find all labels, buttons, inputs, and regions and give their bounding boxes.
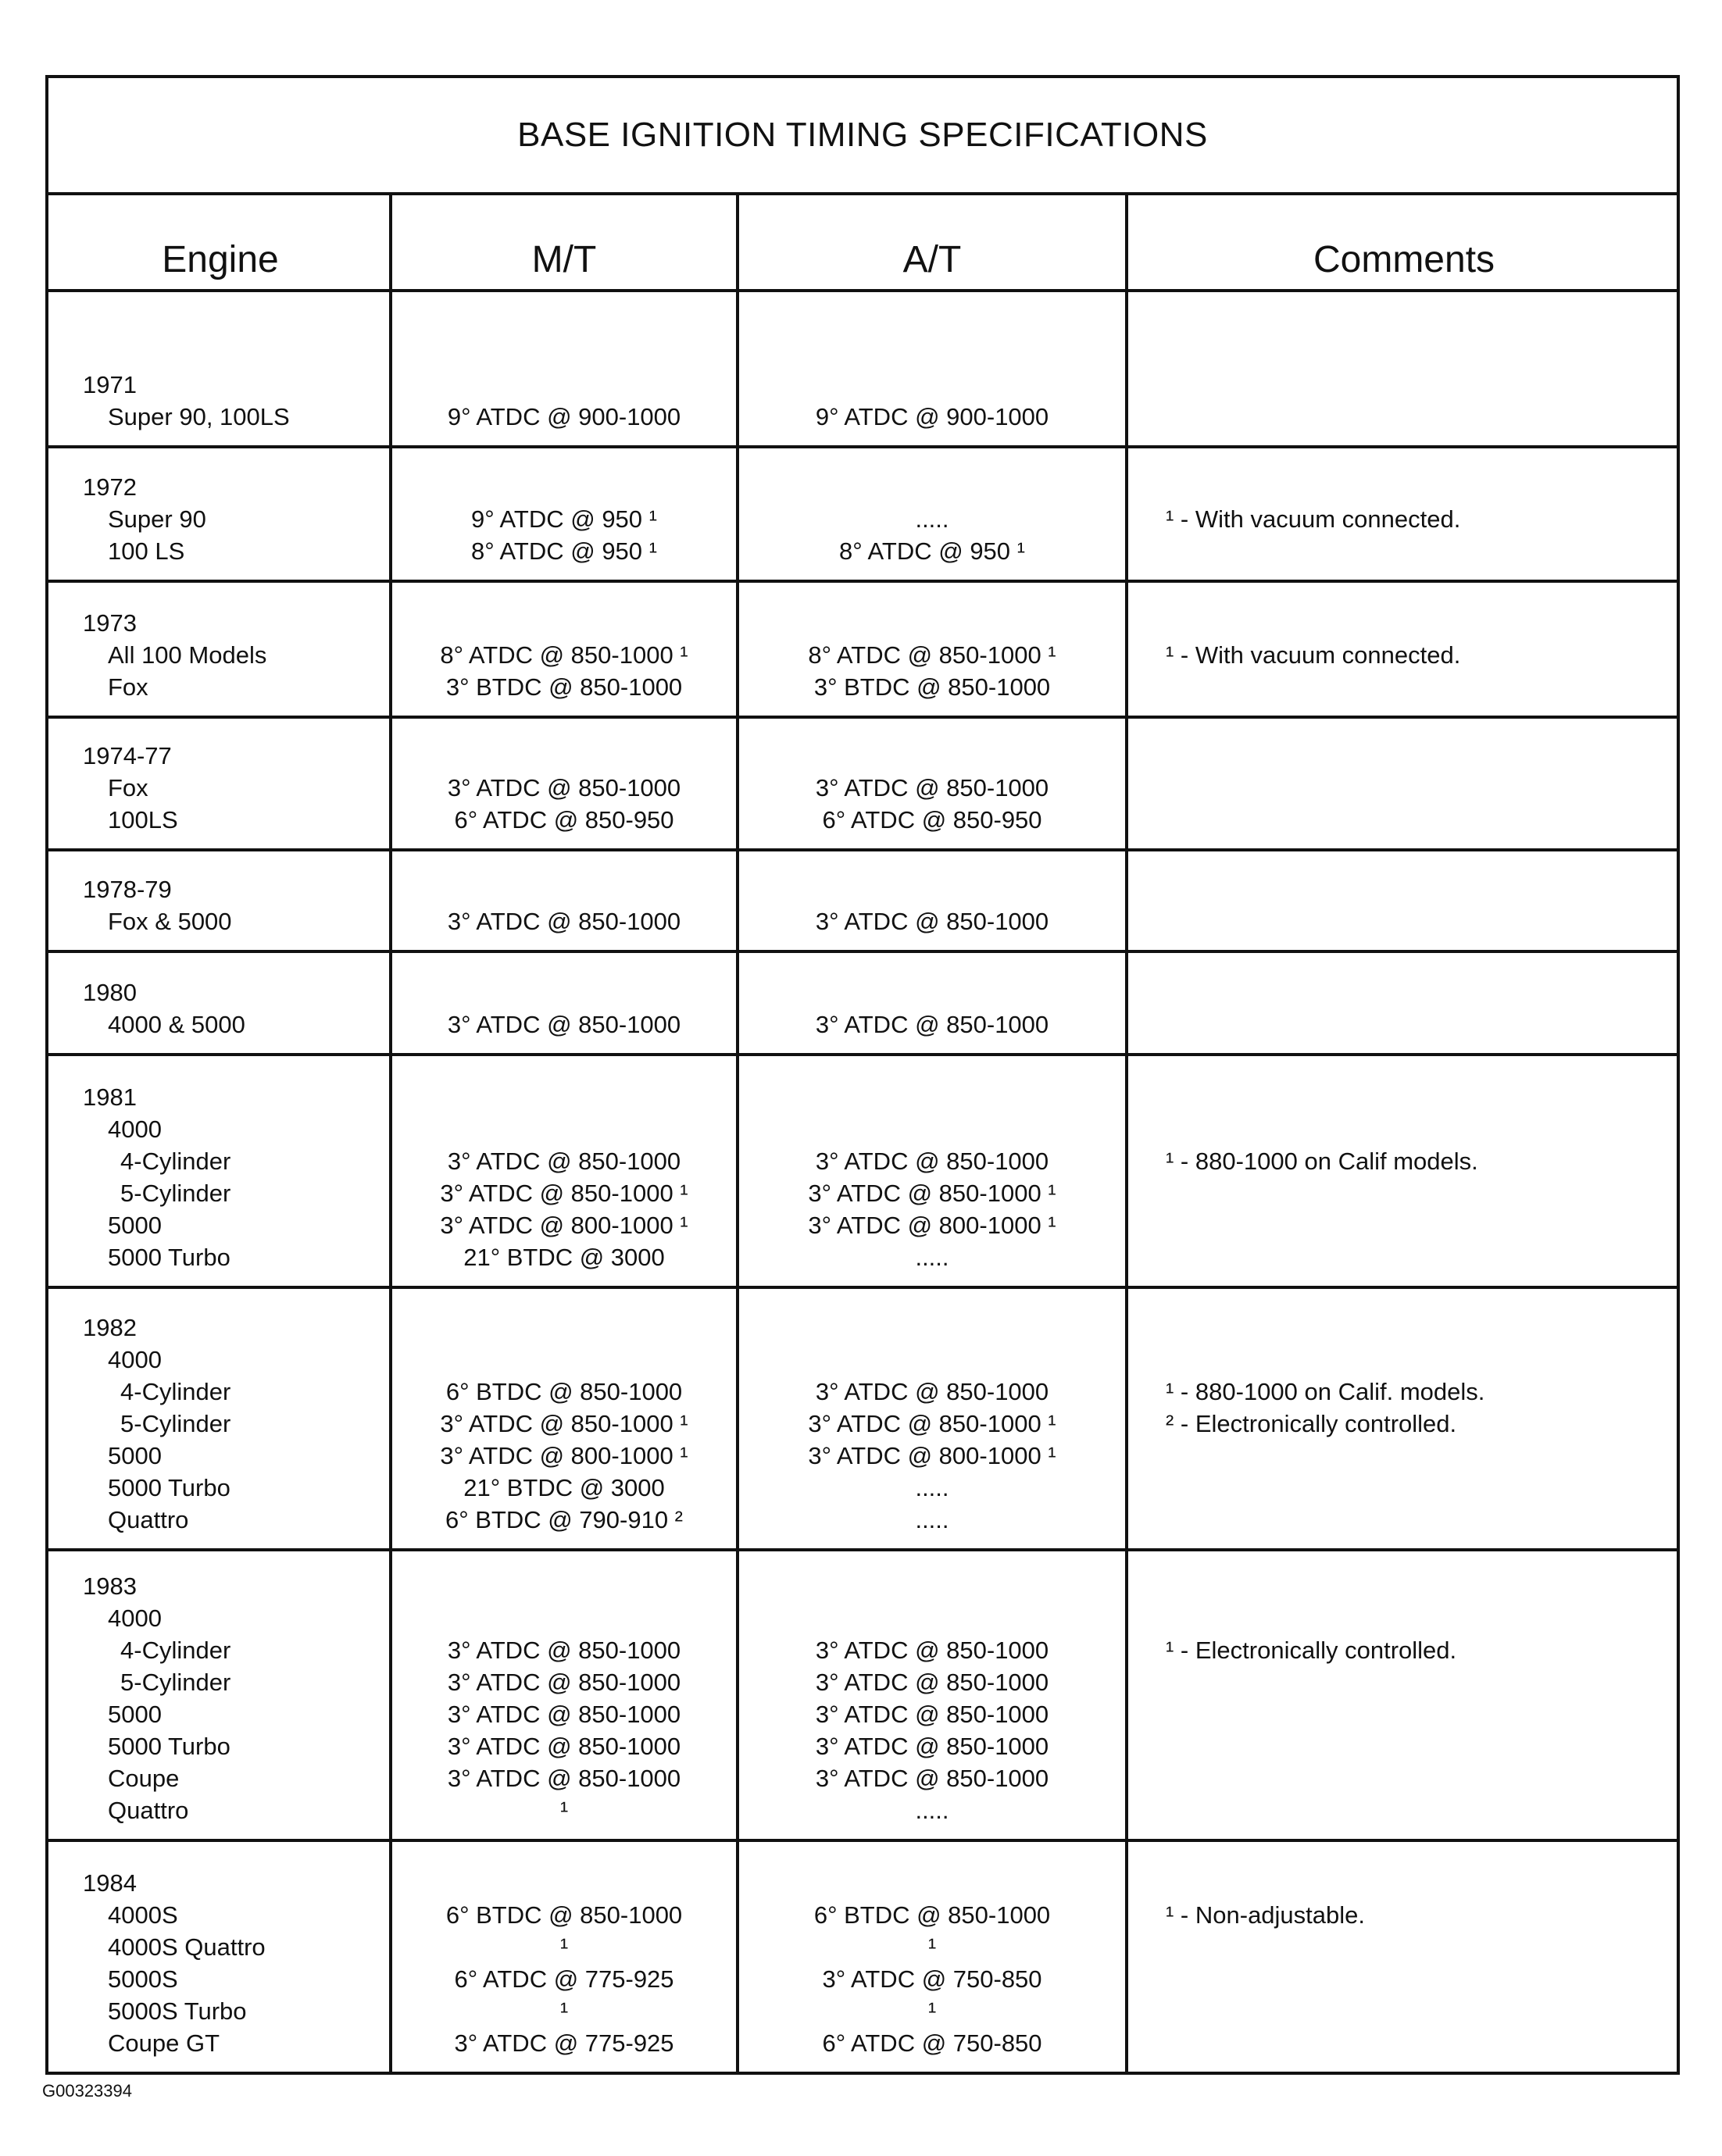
mt-cell xyxy=(392,583,736,716)
engine-name: 5000 Turbo xyxy=(108,1733,230,1760)
engine-name: 5000S xyxy=(108,1965,178,1993)
engine-cell xyxy=(48,1842,392,2072)
engine-cell xyxy=(48,1056,392,1286)
at-value: ¹ xyxy=(927,1997,937,2025)
engine-name: 4000 xyxy=(108,1605,162,1632)
spacer xyxy=(1166,671,1680,703)
engine-name: 100 LS xyxy=(108,537,185,565)
model-year: 1973 xyxy=(83,609,137,637)
engine-cell xyxy=(48,719,392,848)
at-value: 6° ATDC @ 850-950 xyxy=(822,806,1042,833)
engine-name: 4000 xyxy=(108,1115,162,1143)
model-year: 1983 xyxy=(83,1572,137,1600)
engine-name: 5000S Turbo xyxy=(108,1997,247,2025)
mt-value: 3° ATDC @ 850-1000 ¹ xyxy=(440,1180,688,1207)
at-value: 3° ATDC @ 850-1000 xyxy=(815,1011,1049,1038)
mt-value: 3° ATDC @ 850-1000 xyxy=(447,908,681,935)
at-value: 3° ATDC @ 850-1000 ¹ xyxy=(808,1180,1056,1207)
mt-value: ¹ xyxy=(559,1933,569,1961)
mt-value: 6° ATDC @ 850-950 xyxy=(454,806,674,833)
comment-text: ¹ - With vacuum connected. xyxy=(1166,505,1461,533)
spacer xyxy=(1166,1794,1680,1826)
mt-value: 3° ATDC @ 850-1000 xyxy=(447,1701,681,1728)
header-at: A/T xyxy=(902,239,962,280)
mt-value: 6° ATDC @ 775-925 xyxy=(454,1965,674,1993)
spacer xyxy=(1166,1241,1680,1273)
table-row xyxy=(48,1056,1677,1289)
at-value: 3° ATDC @ 850-1000 xyxy=(815,1733,1049,1760)
comment-text: ² - Electronically controlled. xyxy=(1166,1410,1457,1437)
spacer xyxy=(1166,401,1680,433)
at-value: 8° ATDC @ 850-1000 ¹ xyxy=(808,641,1056,669)
engine-name: 5000 xyxy=(108,1701,162,1728)
engine-name: 4000 & 5000 xyxy=(108,1011,245,1038)
spacer xyxy=(1166,772,1680,804)
mt-value: 8° ATDC @ 950 ¹ xyxy=(471,537,657,565)
mt-value: 3° BTDC @ 850-1000 xyxy=(445,673,683,701)
table-row xyxy=(48,953,1677,1056)
mt-cell xyxy=(392,1289,736,1548)
engine-name: 4000S xyxy=(108,1901,178,1929)
spacer xyxy=(1166,1963,1680,1995)
engine-name: 5000 Turbo xyxy=(108,1474,230,1501)
table-row xyxy=(48,583,1677,719)
engine-name: 100LS xyxy=(108,806,178,833)
spacer xyxy=(1166,804,1680,836)
spacer xyxy=(1166,905,1680,937)
engine-cell xyxy=(48,1551,392,1839)
at-value: 3° ATDC @ 850-1000 ¹ xyxy=(808,1410,1056,1437)
at-cell xyxy=(739,719,1125,848)
mt-value: 3° ATDC @ 850-1000 ¹ xyxy=(440,1410,688,1437)
at-value: 6° BTDC @ 850-1000 xyxy=(813,1901,1051,1929)
mt-value: 6° BTDC @ 850-1000 xyxy=(445,1378,683,1405)
mt-value: 3° ATDC @ 775-925 xyxy=(454,2029,674,2057)
comment-text: ¹ - 880-1000 on Calif. models. xyxy=(1166,1378,1485,1405)
at-value: 3° ATDC @ 800-1000 ¹ xyxy=(808,1212,1056,1239)
comments-cell xyxy=(1128,1551,1680,1839)
mt-value: 21° BTDC @ 3000 xyxy=(463,1244,665,1271)
engine-name: Super 90, 100LS xyxy=(108,403,290,430)
table-row xyxy=(48,289,1677,448)
table-row xyxy=(48,719,1677,851)
mt-value: 9° ATDC @ 950 ¹ xyxy=(471,505,657,533)
spacer xyxy=(1166,1209,1680,1241)
engine-name: 5-Cylinder xyxy=(120,1180,231,1207)
engine-name: Fox xyxy=(108,673,148,701)
comments-cell xyxy=(1128,953,1680,1053)
at-value: 3° ATDC @ 850-1000 xyxy=(815,1637,1049,1664)
mt-value: 3° ATDC @ 850-1000 xyxy=(447,1148,681,1175)
spacer xyxy=(1166,2027,1680,2059)
mt-cell xyxy=(392,953,736,1053)
spacer xyxy=(1166,1504,1680,1536)
comments-cell xyxy=(1128,289,1680,445)
engine-name: 5000 Turbo xyxy=(108,1244,230,1271)
model-year: 1982 xyxy=(83,1314,137,1341)
engine-name: Coupe GT xyxy=(108,2029,220,2057)
model-year: 1972 xyxy=(83,473,137,501)
mt-cell xyxy=(392,851,736,950)
comments-cell xyxy=(1128,1842,1680,2072)
model-year: 1974-77 xyxy=(83,742,172,769)
at-value: 9° ATDC @ 900-1000 xyxy=(815,403,1049,430)
spacer xyxy=(1166,1008,1680,1041)
spacer xyxy=(1166,535,1680,567)
model-year: 1971 xyxy=(83,371,137,398)
at-value: 3° ATDC @ 850-1000 xyxy=(815,1148,1049,1175)
mt-value: 8° ATDC @ 850-1000 ¹ xyxy=(440,641,688,669)
at-value: 3° ATDC @ 850-1000 xyxy=(815,1765,1049,1792)
comment-text: ¹ - With vacuum connected. xyxy=(1166,641,1461,669)
mt-cell xyxy=(392,289,736,445)
comments-cell xyxy=(1128,583,1680,716)
engine-cell xyxy=(48,1289,392,1548)
at-value: 3° ATDC @ 850-1000 xyxy=(815,1669,1049,1696)
at-cell xyxy=(739,289,1125,445)
spacer xyxy=(1166,1762,1680,1794)
mt-value: ¹ xyxy=(559,1997,569,2025)
engine-cell xyxy=(48,851,392,950)
mt-value: 3° ATDC @ 850-1000 xyxy=(447,1669,681,1696)
at-value: 3° ATDC @ 850-1000 xyxy=(815,774,1049,801)
comments-cell xyxy=(1128,1289,1680,1548)
mt-value: 6° BTDC @ 790-910 ² xyxy=(445,1506,684,1533)
header-row xyxy=(48,192,1677,292)
engine-name: Fox & 5000 xyxy=(108,908,232,935)
engine-name: Super 90 xyxy=(108,505,206,533)
mt-cell xyxy=(392,1842,736,2072)
at-value: ..... xyxy=(915,1506,949,1533)
engine-cell xyxy=(48,289,392,445)
at-value: 3° BTDC @ 850-1000 xyxy=(813,673,1051,701)
mt-value: ¹ xyxy=(559,1797,569,1824)
mt-value: 3° ATDC @ 800-1000 ¹ xyxy=(440,1212,688,1239)
spec-table xyxy=(45,75,1680,2075)
at-value: 6° ATDC @ 750-850 xyxy=(822,2029,1042,2057)
mt-value: 3° ATDC @ 850-1000 xyxy=(447,1733,681,1760)
table-row xyxy=(48,1289,1677,1551)
engine-name: 5000 xyxy=(108,1212,162,1239)
spacer xyxy=(1166,1931,1680,1963)
engine-name: 5-Cylinder xyxy=(120,1410,231,1437)
comment-text: ¹ - Non-adjustable. xyxy=(1166,1901,1366,1929)
mt-value: 3° ATDC @ 850-1000 xyxy=(447,1011,681,1038)
spacer xyxy=(1166,1730,1680,1762)
engine-name: Quattro xyxy=(108,1797,189,1824)
at-cell xyxy=(739,1842,1125,2072)
mt-value: 6° BTDC @ 850-1000 xyxy=(445,1901,683,1929)
table-row xyxy=(48,1842,1677,2072)
spacer xyxy=(1166,1698,1680,1730)
at-value: 8° ATDC @ 950 ¹ xyxy=(839,537,1025,565)
at-value: ..... xyxy=(915,1474,949,1501)
comment-text: ¹ - Electronically controlled. xyxy=(1166,1637,1457,1664)
engine-cell xyxy=(48,448,392,580)
comment-text: ¹ - 880-1000 on Calif models. xyxy=(1166,1148,1478,1175)
at-value: ..... xyxy=(915,1244,949,1271)
spacer xyxy=(1166,1472,1680,1504)
figure-id: G00323394 xyxy=(42,2081,132,2101)
model-year: 1984 xyxy=(83,1869,137,1897)
engine-name: All 100 Models xyxy=(108,641,267,669)
spacer xyxy=(1166,1440,1680,1472)
model-year: 1980 xyxy=(83,979,137,1006)
at-value: ..... xyxy=(915,1797,949,1824)
table-row xyxy=(48,1551,1677,1842)
engine-name: 4-Cylinder xyxy=(120,1148,231,1175)
header-engine: Engine xyxy=(162,239,279,280)
at-value: 3° ATDC @ 800-1000 ¹ xyxy=(808,1442,1056,1469)
mt-value: 3° ATDC @ 850-1000 xyxy=(447,1637,681,1664)
at-value: 3° ATDC @ 850-1000 xyxy=(815,1701,1049,1728)
engine-name: 4-Cylinder xyxy=(120,1378,231,1405)
mt-value: 3° ATDC @ 850-1000 xyxy=(447,774,681,801)
engine-name: 4000S Quattro xyxy=(108,1933,266,1961)
engine-name: 5-Cylinder xyxy=(120,1669,231,1696)
engine-cell xyxy=(48,583,392,716)
engine-name: 5000 xyxy=(108,1442,162,1469)
at-value: 3° ATDC @ 750-850 xyxy=(822,1965,1042,1993)
model-year: 1978-79 xyxy=(83,876,172,903)
model-year: 1981 xyxy=(83,1083,137,1111)
table-row xyxy=(48,851,1677,953)
at-value: ¹ xyxy=(927,1933,937,1961)
comments-cell xyxy=(1128,719,1680,848)
mt-value: 9° ATDC @ 900-1000 xyxy=(447,403,681,430)
spacer xyxy=(1166,1666,1680,1698)
at-cell xyxy=(739,953,1125,1053)
comments-cell xyxy=(1128,851,1680,950)
comments-cell xyxy=(1128,448,1680,580)
header-mt: M/T xyxy=(531,239,597,280)
at-cell xyxy=(739,1551,1125,1839)
engine-name: Fox xyxy=(108,774,148,801)
at-value: 3° ATDC @ 850-1000 xyxy=(815,908,1049,935)
mt-value: 21° BTDC @ 3000 xyxy=(463,1474,665,1501)
at-cell xyxy=(739,851,1125,950)
engine-name: 4-Cylinder xyxy=(120,1637,231,1664)
at-cell xyxy=(739,583,1125,716)
at-value: ..... xyxy=(915,505,949,533)
at-cell xyxy=(739,448,1125,580)
table-row xyxy=(48,448,1677,583)
engine-name: 4000 xyxy=(108,1346,162,1373)
spacer xyxy=(1166,1995,1680,2027)
at-cell xyxy=(739,1289,1125,1548)
at-value: 3° ATDC @ 850-1000 xyxy=(815,1378,1049,1405)
mt-value: 3° ATDC @ 850-1000 xyxy=(447,1765,681,1792)
comments-cell xyxy=(1128,1056,1680,1286)
mt-value: 3° ATDC @ 800-1000 ¹ xyxy=(440,1442,688,1469)
engine-name: Coupe xyxy=(108,1765,180,1792)
mt-cell xyxy=(392,1056,736,1286)
at-cell xyxy=(739,1056,1125,1286)
engine-name: Quattro xyxy=(108,1506,189,1533)
table-title: BASE IGNITION TIMING SPECIFICATIONS xyxy=(48,78,1677,195)
spacer xyxy=(1166,1177,1680,1209)
mt-cell xyxy=(392,719,736,848)
mt-cell xyxy=(392,1551,736,1839)
mt-cell xyxy=(392,448,736,580)
header-comments: Comments xyxy=(1313,239,1495,280)
engine-cell xyxy=(48,953,392,1053)
